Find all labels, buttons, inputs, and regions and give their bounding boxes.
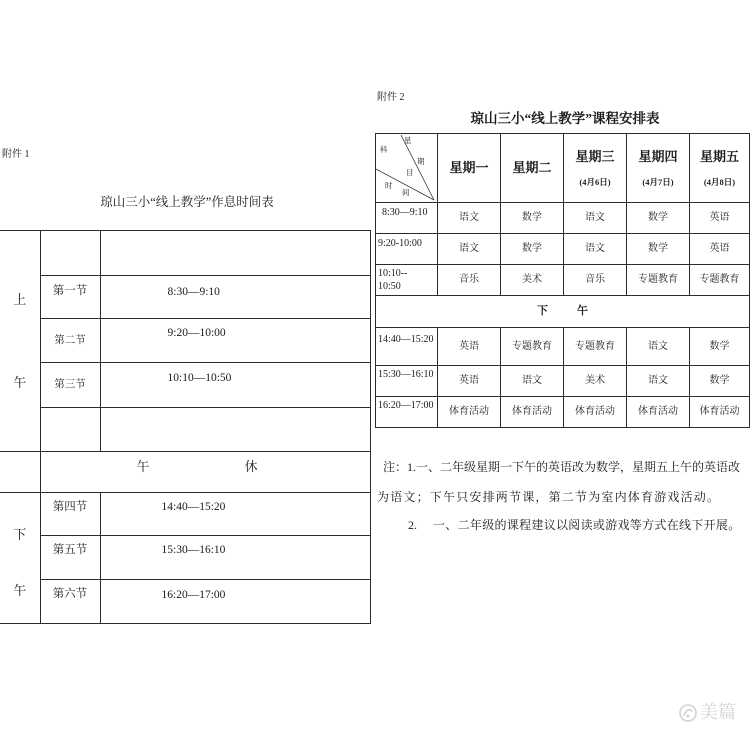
corner-time-char: 间 (402, 188, 410, 197)
table-row (376, 397, 750, 428)
note-item-2-number: 2. (408, 518, 417, 532)
subject-cell: 体育活动 (438, 397, 501, 428)
corner-subject-char: 科 (380, 145, 388, 154)
afternoon-divider-char: 午 (577, 305, 588, 317)
subject-cell: 英语 (438, 328, 501, 366)
subject-cell: 语文 (501, 366, 564, 397)
subject-cell: 语文 (438, 203, 501, 234)
noon-break-char: 休 (244, 459, 258, 474)
time-cell: 15:30—16:10 (376, 366, 438, 397)
time-cell (376, 265, 438, 296)
subject-cell: 美术 (501, 265, 564, 296)
table-row (0, 452, 370, 493)
morning-label-char: 午 (13, 374, 27, 390)
day-name: 星期三 (575, 148, 615, 164)
corner-weekday-char: 期 (417, 157, 425, 166)
subject-cell: 体育活动 (690, 397, 750, 428)
period-cell-empty (40, 231, 100, 276)
subject-cell: 语文 (564, 203, 627, 234)
table-row (0, 536, 370, 580)
afternoon-divider-cell (376, 296, 750, 328)
subject-cell: 英语 (438, 366, 501, 397)
day-name: 星期五 (699, 148, 739, 164)
subject-cell: 数学 (690, 328, 750, 366)
afternoon-divider-char: 下 (537, 305, 548, 317)
day-header-cell (501, 134, 564, 203)
table-row (0, 408, 370, 452)
course-schedule-title: 琼山三小“线上教学”课程安排表 (470, 111, 660, 126)
table-row (376, 203, 750, 234)
period-cell: 第一节 (40, 276, 100, 319)
table-row (0, 319, 370, 363)
time-cell: 16:20—17:00 (376, 397, 438, 428)
time-line: 10:10-- (378, 268, 408, 279)
subject-cell: 音乐 (438, 265, 501, 296)
time-cell-empty (100, 408, 370, 452)
morning-label-char: 上 (13, 291, 27, 307)
subject-cell: 美术 (564, 366, 627, 397)
blank-cell (0, 452, 40, 493)
daily-schedule-title: 琼山三小“线上教学”作息时间表 (100, 195, 274, 209)
day-header-cell (690, 134, 750, 203)
subject-cell: 体育活动 (627, 397, 690, 428)
time-cell: 8:30—9:10 (100, 276, 370, 319)
subject-cell: 数学 (501, 234, 564, 265)
time-cell: 14:40—15:20 (100, 493, 370, 536)
noon-break-char: 午 (136, 459, 150, 474)
time-cell: 8:30—9:10 (376, 203, 438, 234)
subject-cell: 英语 (690, 203, 750, 234)
day-header-cell (438, 134, 501, 203)
day-date: (4月6日) (579, 176, 611, 187)
diagonal-header-cell (376, 134, 438, 203)
watermark-text: 美篇 (700, 702, 736, 723)
subject-cell: 音乐 (564, 265, 627, 296)
morning-label-cell (0, 231, 40, 452)
table-row (0, 363, 370, 408)
corner-time-char: 时 (385, 181, 393, 190)
subject-cell: 数学 (627, 234, 690, 265)
day-date: (4月7日) (642, 176, 674, 187)
table-header-row (376, 134, 750, 203)
table-row (0, 231, 370, 276)
subject-cell: 语文 (627, 366, 690, 397)
time-cell-empty (100, 231, 370, 276)
day-header-cell (627, 134, 690, 203)
period-cell: 第三节 (40, 363, 100, 408)
subject-cell: 语文 (438, 234, 501, 265)
afternoon-label-char: 午 (13, 582, 27, 598)
note-line-1: 注：1.一、二年级星期一下午的英语改为数学，星期五上午的英语改 (383, 460, 741, 474)
time-cell: 14:40—15:20 (376, 328, 438, 366)
subject-cell: 数学 (627, 203, 690, 234)
corner-subject-char: 目 (406, 168, 414, 177)
afternoon-label-char: 下 (13, 526, 27, 542)
day-name: 星期四 (638, 148, 678, 164)
period-cell: 第六节 (40, 580, 100, 624)
day-name: 星期一 (449, 160, 489, 175)
subject-cell: 数学 (690, 366, 750, 397)
day-name: 星期二 (512, 160, 552, 175)
afternoon-label-cell (0, 493, 40, 624)
period-cell: 第五节 (40, 536, 100, 580)
note-item-2-text: 一、二年级的课程建议以阅读或游戏等方式在线下开展。 (433, 518, 741, 532)
table-row (376, 366, 750, 397)
table-row (0, 276, 370, 319)
noon-break-cell (40, 452, 370, 493)
table-row (376, 296, 750, 328)
period-cell: 第二节 (40, 319, 100, 363)
time-cell: 15:30—16:10 (100, 536, 370, 580)
table-row (376, 234, 750, 265)
subject-cell: 英语 (690, 234, 750, 265)
diagonal-header (376, 134, 438, 202)
subject-cell: 专题教育 (627, 265, 690, 296)
period-cell-empty (40, 408, 100, 452)
time-cell: 10:10—10:50 (100, 363, 370, 408)
subject-cell: 语文 (564, 234, 627, 265)
attachment-label-2: 附件 2 (377, 92, 405, 103)
subject-cell: 体育活动 (564, 397, 627, 428)
period-cell: 第四节 (40, 493, 100, 536)
subject-cell: 专题教育 (564, 328, 627, 366)
time-line: 10:50 (378, 281, 401, 292)
subject-cell: 数学 (501, 203, 564, 234)
note-line-2: 为语文；下午只安排两节课，第二节为室内体育游戏活动。 (377, 490, 721, 504)
table-row (376, 328, 750, 366)
time-cell: 9:20—10:00 (100, 319, 370, 363)
table-row (0, 493, 370, 536)
subject-cell: 体育活动 (501, 397, 564, 428)
course-schedule-table (375, 133, 750, 428)
subject-cell: 专题教育 (501, 328, 564, 366)
table-row (0, 580, 370, 624)
subject-cell: 语文 (627, 328, 690, 366)
corner-weekday-char: 星 (404, 136, 412, 145)
meipian-logo-icon (678, 702, 698, 729)
time-cell: 9:20-10:00 (376, 234, 438, 265)
table-row (376, 265, 750, 296)
subject-cell: 专题教育 (690, 265, 750, 296)
time-cell: 16:20—17:00 (100, 580, 370, 624)
daily-schedule-table (0, 230, 371, 624)
attachment-label-1: 附件 1 (2, 149, 30, 160)
day-header-cell (564, 134, 627, 203)
day-date: (4月8日) (703, 176, 736, 187)
